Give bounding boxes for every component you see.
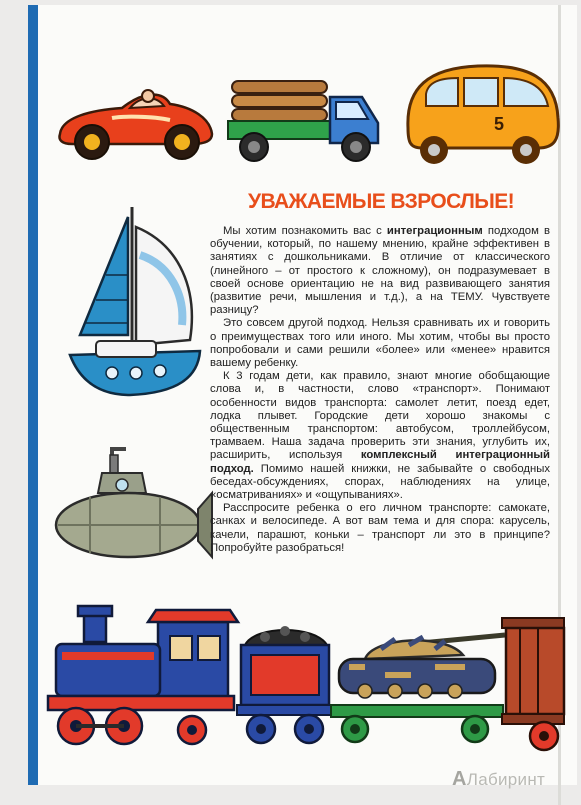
- race-car-illustration: [52, 82, 217, 162]
- bold-term-integration: интеграционным: [386, 225, 483, 237]
- bus-illustration: [398, 58, 570, 168]
- locomotive-illustration: [40, 592, 240, 762]
- bus-number: 5: [494, 114, 505, 134]
- body-text: [210, 225, 550, 555]
- page-spine-stripe: [28, 5, 38, 785]
- page-heading: УВАЖАЕМЫЕ ВЗРОСЛЫЕ!: [248, 190, 515, 213]
- paragraph-2: Это совсем другой подход. Нельзя сравнивать их и говорить о преимуществах того или иного. Мы хотим, чтобы вы просто попробовали и сами решили «более» или «менее» нравится вашему ребенку.: [210, 317, 550, 370]
- coal-wagon-illustration: [235, 615, 335, 755]
- log-truck-illustration: [222, 73, 387, 165]
- labirint-logo-letter: А: [452, 768, 467, 790]
- paragraph-4: Расспросите ребенка о его личном транспорте: самокате, санках и велосипеде. А вот вам тема и для спора: карусель, качели, парашют, коньки – транспорт ли это в принципе? Попробуйте разобраться!: [210, 502, 550, 554]
- boxcar-illustration: [500, 612, 560, 757]
- tank-wagon-illustration: [325, 615, 510, 755]
- submarine-illustration: [50, 445, 215, 575]
- bold-term-approach: комплексный интеграционный подход.: [210, 449, 551, 475]
- labirint-watermark: [452, 768, 545, 791]
- paragraph-3: К 3 годам дети, как правило, знают многие обобщающие слова и, в частности, слово «транспорт». Понимают особенности видов транспорта: самолет летит, поезд едет, лодка плывет. Городские дети хорошо знакомы с общественным транспортом: автобусом, троллейбусом, трамваем. Наша задача проверить эти знания, углубить их, расширить, используя комплексный интеграционный подход. Помимо нашей книжки, не забывайте о свободных беседах-обсуждениях, спорах, наблюдениях на улице, «осматриваниях» и «ощупываниях».: [210, 370, 551, 502]
- paragraph-1: Мы хотим познакомить вас с интеграционным подходом в обучении, который, по нашему мнению, крайне эффективен в занятиях с дошкольниками. В отличие от классического (линейного – от простого к сложному), он подразумевает в своей основе ориентацию не на вид развивающего занятия (развитие речи, мышления и т.д.), а на ТЕМУ. Чувствуете разницу?: [210, 225, 550, 317]
- labirint-text: Лабиринт: [466, 770, 546, 789]
- sailboat-illustration: [60, 205, 210, 410]
